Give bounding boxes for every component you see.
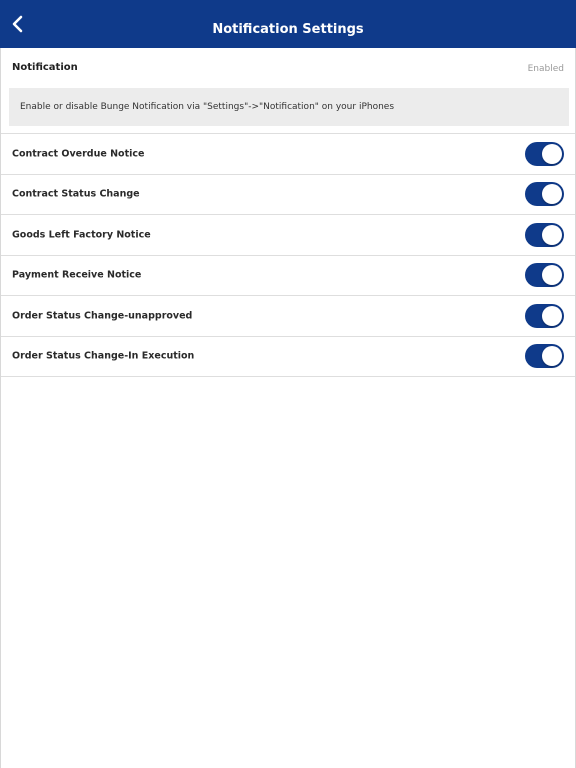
order-unapproved-toggle[interactable] xyxy=(525,304,564,328)
setting-row-contract-overdue xyxy=(1,134,575,175)
setting-row-contract-status xyxy=(1,175,575,216)
setting-row-order-in-execution xyxy=(1,337,575,378)
page-title-text: Notification Settings xyxy=(212,22,364,37)
settings-content xyxy=(0,48,576,768)
setting-row-order-unapproved xyxy=(1,296,575,337)
goods-left-factory-toggle[interactable] xyxy=(525,223,564,247)
notification-info-box: Enable or disable Bunge Notification via "Settings"->"Notification" on your iPhones xyxy=(9,88,569,126)
notification-label: Notification xyxy=(12,62,78,73)
settings-list xyxy=(1,133,575,377)
navigation-bar xyxy=(0,0,576,48)
setting-label: Goods Left Factory Notice xyxy=(12,229,151,241)
setting-label: Order Status Change-In Execution xyxy=(12,350,195,362)
setting-row-payment-receive xyxy=(1,256,575,297)
setting-label: Order Status Change-unapproved xyxy=(12,310,193,322)
notification-header xyxy=(1,48,575,88)
setting-label: Payment Receive Notice xyxy=(12,269,142,281)
setting-label: Contract Overdue Notice xyxy=(12,148,145,160)
contract-overdue-toggle[interactable] xyxy=(525,142,564,166)
payment-receive-toggle[interactable] xyxy=(525,263,564,287)
notification-status: Enabled xyxy=(527,64,564,74)
toggle-knob xyxy=(542,346,562,366)
setting-row-goods-left-factory xyxy=(1,215,575,256)
toggle-knob xyxy=(542,225,562,245)
contract-status-toggle[interactable] xyxy=(525,182,564,206)
toggle-knob xyxy=(542,184,562,204)
toggle-knob xyxy=(542,265,562,285)
toggle-knob xyxy=(542,144,562,164)
page-title xyxy=(0,0,576,48)
setting-label: Contract Status Change xyxy=(12,188,140,200)
toggle-knob xyxy=(542,306,562,326)
order-in-execution-toggle[interactable] xyxy=(525,344,564,368)
